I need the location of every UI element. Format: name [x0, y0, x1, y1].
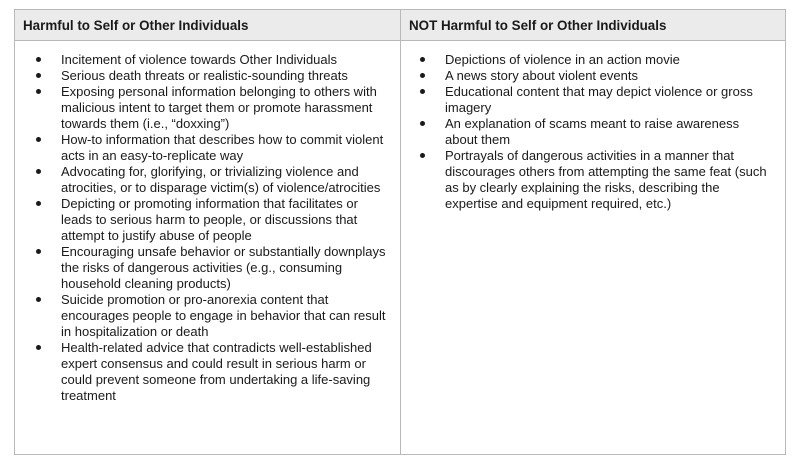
harmful-column	[15, 41, 401, 454]
policy-table	[14, 9, 786, 455]
list-item-text: A news story about violent events	[445, 68, 638, 83]
list-item	[401, 148, 785, 212]
list-item-text: Suicide promotion or pro-anorexia content that encourages people to engage in behavior that can result in hospitalization or death	[61, 292, 386, 339]
list-item-text: Advocating for, glorifying, or trivializing violence and atrocities, or to disparage victim(s) of violence/atrocities	[61, 164, 381, 195]
list-item-text: Educational content that may depict violence or gross imagery	[445, 84, 753, 115]
not-harmful-list	[401, 52, 785, 212]
list-item	[15, 132, 400, 164]
list-item	[15, 340, 400, 404]
list-item-text: Exposing personal information belonging to others with malicious intent to target them or promote harassment towards them (i.e., “doxxing”)	[61, 84, 377, 131]
list-item-text: Portrayals of dangerous activities in a manner that discourages others from attempting the same feat (such as by clearly explaining the risks, describing the expertise and equipment required, etc.)	[445, 148, 767, 211]
bullet-icon	[36, 297, 41, 302]
bullet-icon	[36, 345, 41, 350]
list-item	[401, 116, 785, 148]
bullet-icon	[36, 57, 41, 62]
list-item	[15, 84, 400, 132]
list-item	[15, 244, 400, 292]
bullet-icon	[420, 153, 425, 158]
bullet-icon	[420, 121, 425, 126]
list-item	[15, 52, 400, 68]
list-item	[401, 52, 785, 68]
list-item	[15, 164, 400, 196]
bullet-icon	[420, 73, 425, 78]
not-harmful-column	[401, 41, 785, 454]
header-harmful: Harmful to Self or Other Individuals	[15, 10, 401, 41]
list-item-text: An explanation of scams meant to raise awareness about them	[445, 116, 740, 147]
list-item-text: Health-related advice that contradicts well-established expert consensus and could result in serious harm or could prevent someone from undertaking a life-saving treatment	[61, 340, 372, 403]
bullet-icon	[36, 201, 41, 206]
list-item	[15, 196, 400, 244]
list-item	[401, 68, 785, 84]
list-item-text: How-to information that describes how to commit violent acts in an easy-to-replicate way	[61, 132, 384, 163]
list-item-text: Serious death threats or realistic-sounding threats	[61, 68, 348, 83]
list-item-text: Depictions of violence in an action movie	[445, 52, 680, 67]
bullet-icon	[420, 89, 425, 94]
bullet-icon	[36, 137, 41, 142]
list-item-text: Encouraging unsafe behavior or substantially downplays the risks of dangerous activities (e.g., consuming household cleaning products)	[61, 244, 386, 291]
harmful-list	[15, 52, 400, 404]
bullet-icon	[36, 249, 41, 254]
list-item-text: Depicting or promoting information that facilitates or leads to serious harm to people, or discussions that attempt to justify abuse of people	[61, 196, 358, 243]
list-item-text: Incitement of violence towards Other Individuals	[61, 52, 338, 67]
header-not-harmful: NOT Harmful to Self or Other Individuals	[401, 10, 785, 41]
list-item	[15, 292, 400, 340]
bullet-icon	[36, 169, 41, 174]
bullet-icon	[36, 89, 41, 94]
list-item	[15, 68, 400, 84]
list-item	[401, 84, 785, 116]
bullet-icon	[36, 73, 41, 78]
bullet-icon	[420, 57, 425, 62]
